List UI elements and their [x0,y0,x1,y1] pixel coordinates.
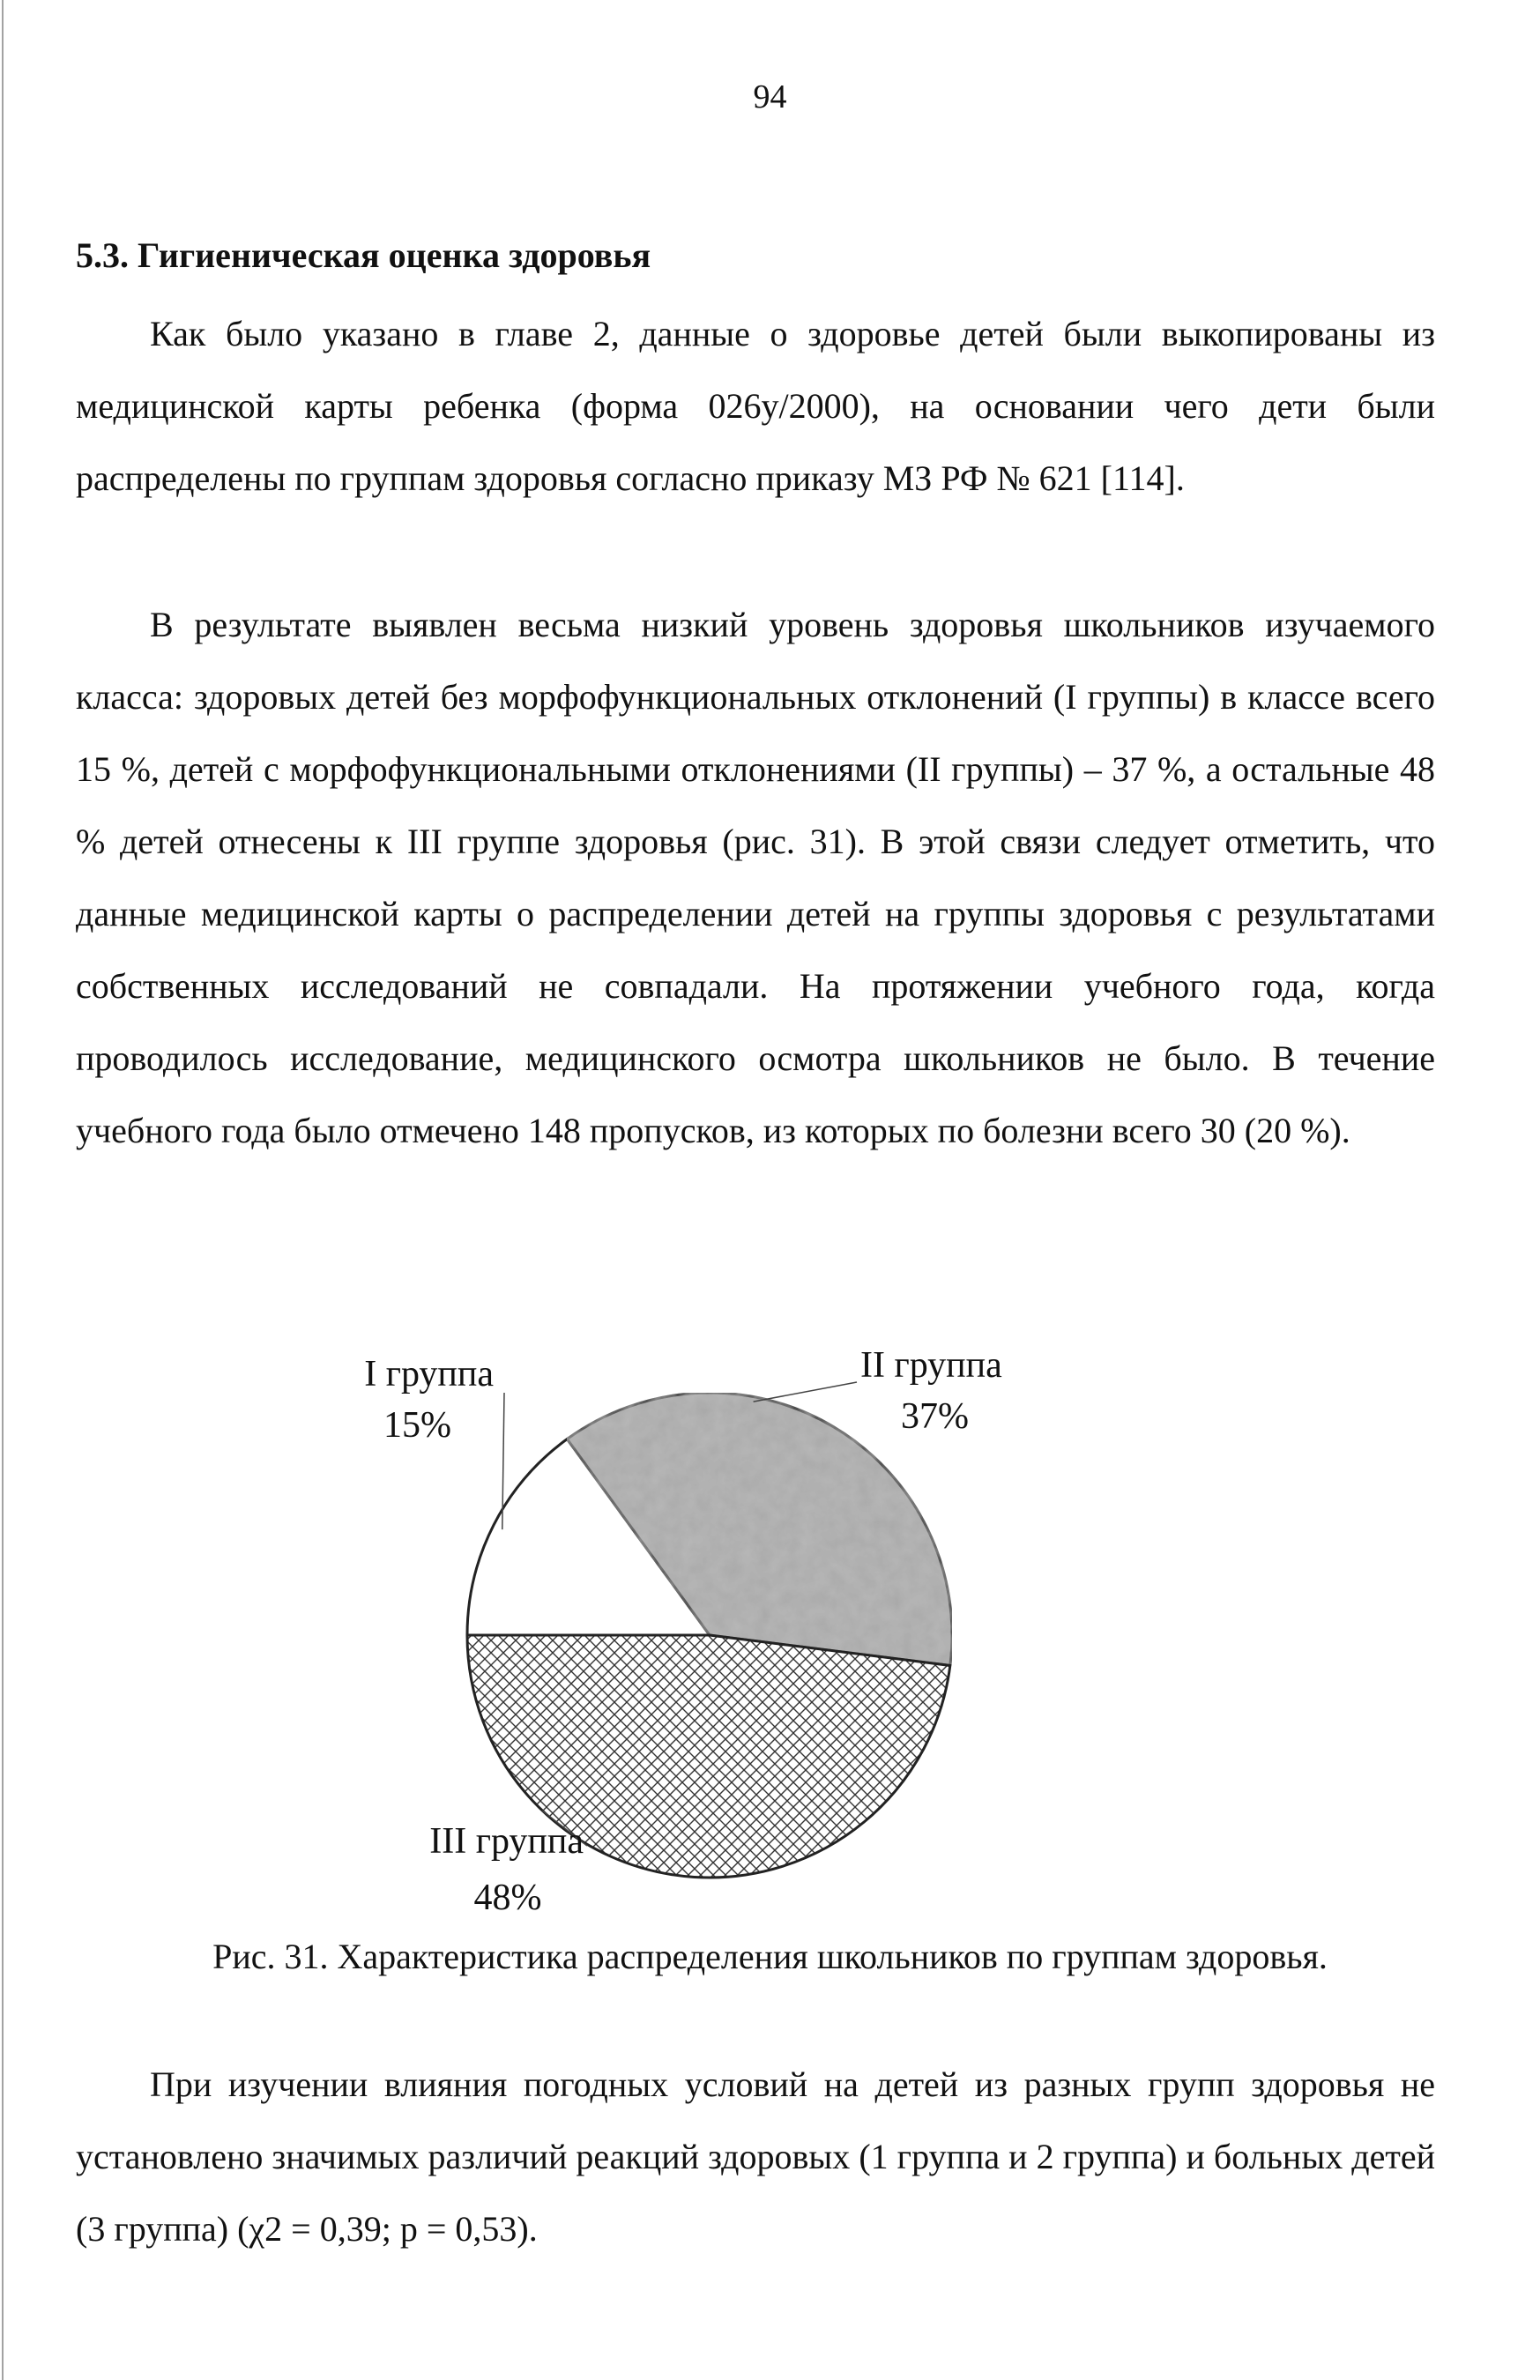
leader-line-2 [754,1382,857,1402]
slice-percent-group-2: 37% [901,1396,969,1437]
scan-edge-line [2,0,4,2380]
figure-caption: Рис. 31. Характеристика распределения школьников по группам здоровья. [212,1937,1328,1976]
slice-label-group-3: III группа [429,1821,584,1862]
slice-percent-group-3: 48% [473,1878,542,1918]
paragraph-3: При изучении влияния погодных условий на детей из разных групп здоровья не установлено значимых различий реакций здоровых (1 группа и 2 группа) и больных детей (3 группа) (χ2 = 0,39; р = 0,53). [76,2064,1435,2249]
pie-slices [467,1393,952,1878]
paragraph-2: В результате выявлен весьма низкий уровень здоровья школьников изучаемого класса: здоровых детей без морфофункциональных отклонений (I группы) в классе всего 15 %, детей с морфофункциональными отклонениями (II группы) – 37 %, а остальные 48 % детей отнесены к III группе здоровья (рис. 31). В этой связи следует отметить, что данные медицинской карты о распределении детей на группы здоровья с результатами собственных исследований не совпадали. На протяжении учебного года, когда проводилось исследование, медицинского осмотра школьников не было. В течение учебного года было отмечено 148 пропусков, из которых по болезни всего 30 (20 %). [76,605,1435,1150]
page-number: 94 [753,78,787,115]
paragraph-1: Как было указано в главе 2, данные о здоровье детей были выкопированы из медицинской карты ребенка (форма 026у/2000), на основании чего дети были распределены по группам здоровья согласно приказу МЗ РФ № 621 [114]. [76,314,1435,498]
section-heading: 5.3. Гигиеническая оценка здоровья [76,235,651,275]
pie-chart [300,1313,1128,1930]
slice-label-group-1: I группа [364,1354,494,1395]
slice-percent-group-1: 15% [383,1405,451,1446]
slice-label-group-2: II группа [860,1345,1002,1386]
